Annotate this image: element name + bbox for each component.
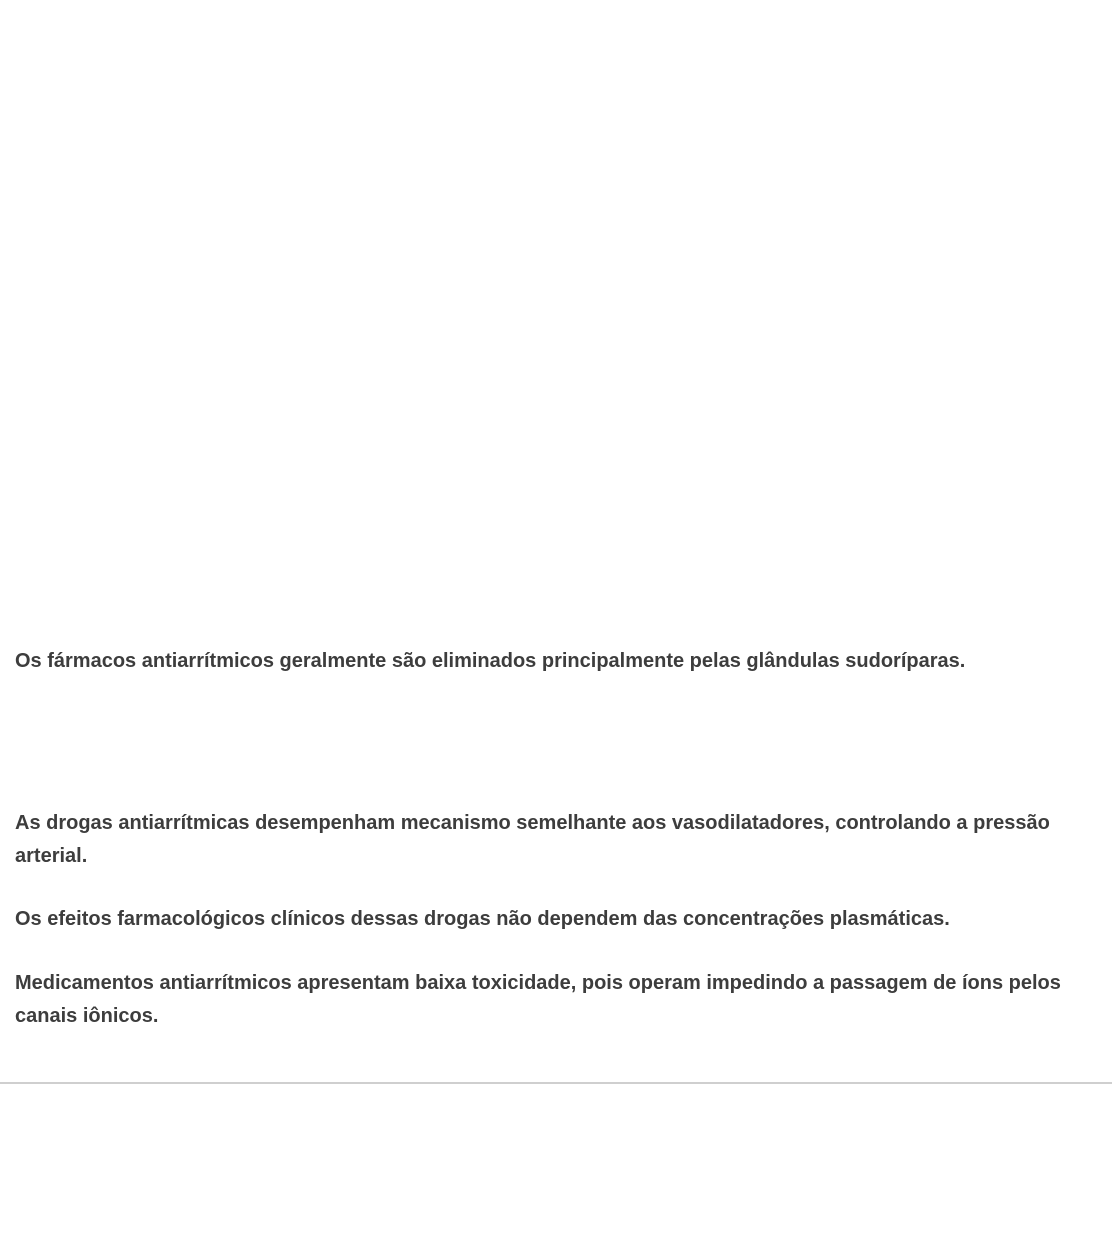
answer-option-3[interactable]: Os efeitos farmacológicos clínicos dessas drogas não dependem das concentrações plasmáticas. — [15, 908, 950, 930]
answer-option-2[interactable]: As drogas antiarrítmicas desempenham mecanismo semelhante aos vasodilatadores, controlando a pressão arterial. — [15, 812, 1050, 867]
answer-option-1[interactable]: Os fármacos antiarrítmicos geralmente são eliminados principalmente pelas glândulas sudoríparas. — [15, 650, 966, 672]
section-divider — [0, 1082, 1112, 1084]
answer-option-4[interactable]: Medicamentos antiarrítmicos apresentam baixa toxicidade, pois operam impedindo a passagem de íons pelos canais iônicos. — [15, 972, 1061, 1027]
